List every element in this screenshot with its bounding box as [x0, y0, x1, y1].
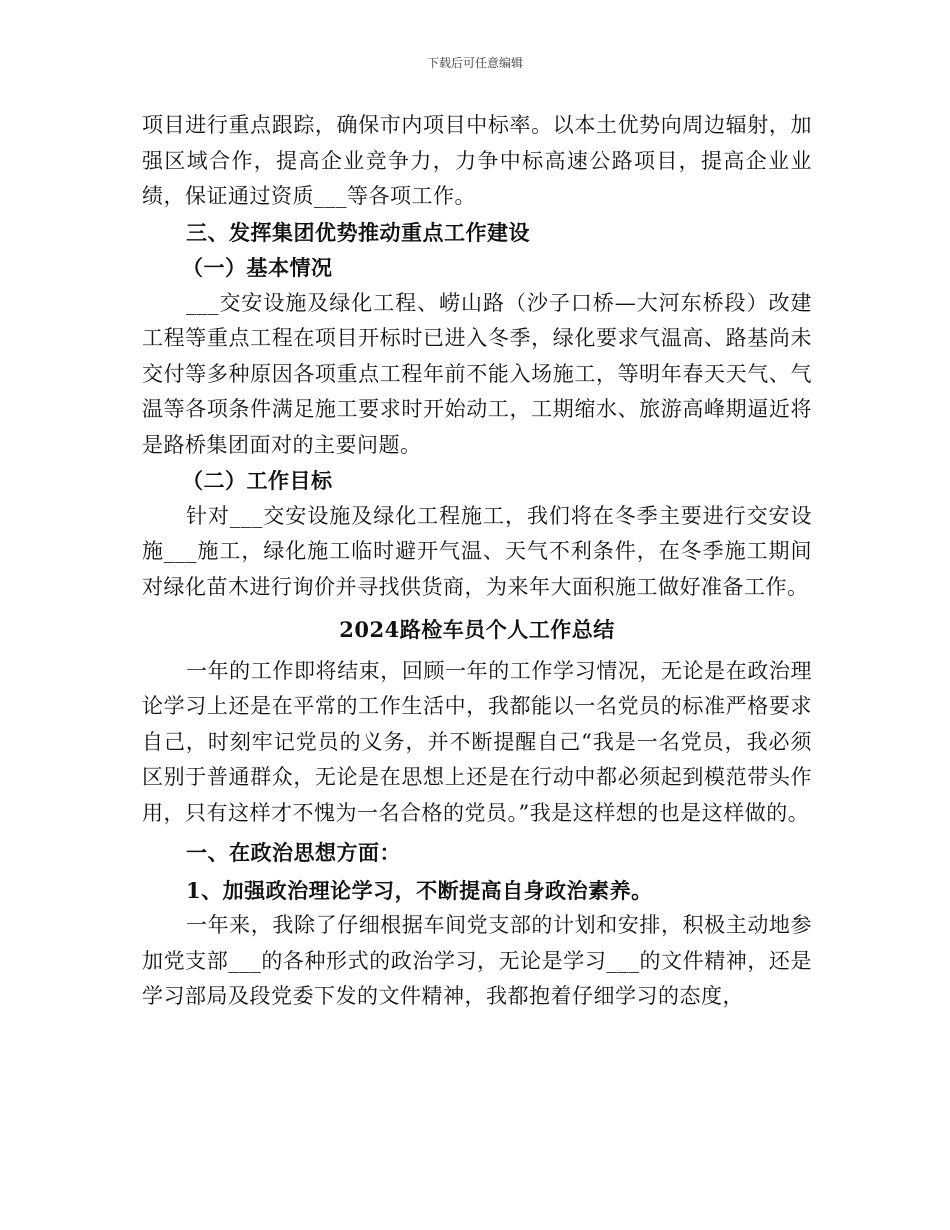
header-note: 下载后可任意编辑 — [426, 56, 523, 70]
document-body — [142, 108, 812, 1015]
subsection-heading-work-goals: （二）工作目标 — [182, 468, 333, 493]
subsection-heading-basic-situation: （一）基本情况 — [182, 255, 333, 280]
paragraph-intro: 一年的工作即将结束，回顾一年的工作学习情况，无论是在政治理论学习上还是在平常的工作生活中，我都能以一名党员的标准严格要求自己，时刻牢记党员的义务，并不断提醒自己“我是一名党员，我必须区别于普通群众，无论是在思想上还是在行动中都必须起到模范带头作用，只有这样才不愧为一名合格的党员。”我是这样想的也是这样做的。 — [142, 658, 812, 825]
document-title: 2024路检车员个人工作总结 — [339, 617, 615, 642]
paragraph-basic-situation: ___交安设施及绿化工程、崂山路（沙子口桥—大河东桥段）改建工程等重点工程在项目开标时已进入冬季，绿化要求气温高、路基尚未交付等多种原因各项重点工程年前不能入场施工，等明年春天天气、气温等各项条件满足施工要求时开始动工，工期缩水、旅游高峰期逼近将是路桥集团面对的主要问题。 — [142, 290, 812, 457]
paragraph-continuation: 项目进行重点跟踪，确保市内项目中标率。以本土优势向周边辐射，加强区域合作，提高企业竞争力，力争中标高速公路项目，提高企业业绩，保证通过资质___等各项工作。 — [142, 113, 812, 208]
item-heading-1: 1、加强政治理论学习，不断提高自身政治素养。 — [186, 877, 653, 903]
section-heading-1: 一、在政治思想方面： — [186, 840, 401, 865]
paragraph-work-goals: 针对___交安设施及绿化工程施工，我们将在冬季主要进行交安设施___施工，绿化施工临时避开气温、天气不利条件，在冬季施工期间对绿化苗木进行询价并寻找供货商，为来年大面积施工做好准备工作。 — [142, 503, 812, 599]
section-heading-3: 三、发挥集团优势推动重点工作建设 — [186, 219, 530, 245]
paragraph-item-1: 一年来，我除了仔细根据车间党支部的计划和安排，积极主动地参加党支部___的各种形式的政治学习，无论是学习___的文件精神，还是学习部局及段党委下发的文件精神，我都抱着仔细学习的态度， — [142, 913, 812, 1008]
